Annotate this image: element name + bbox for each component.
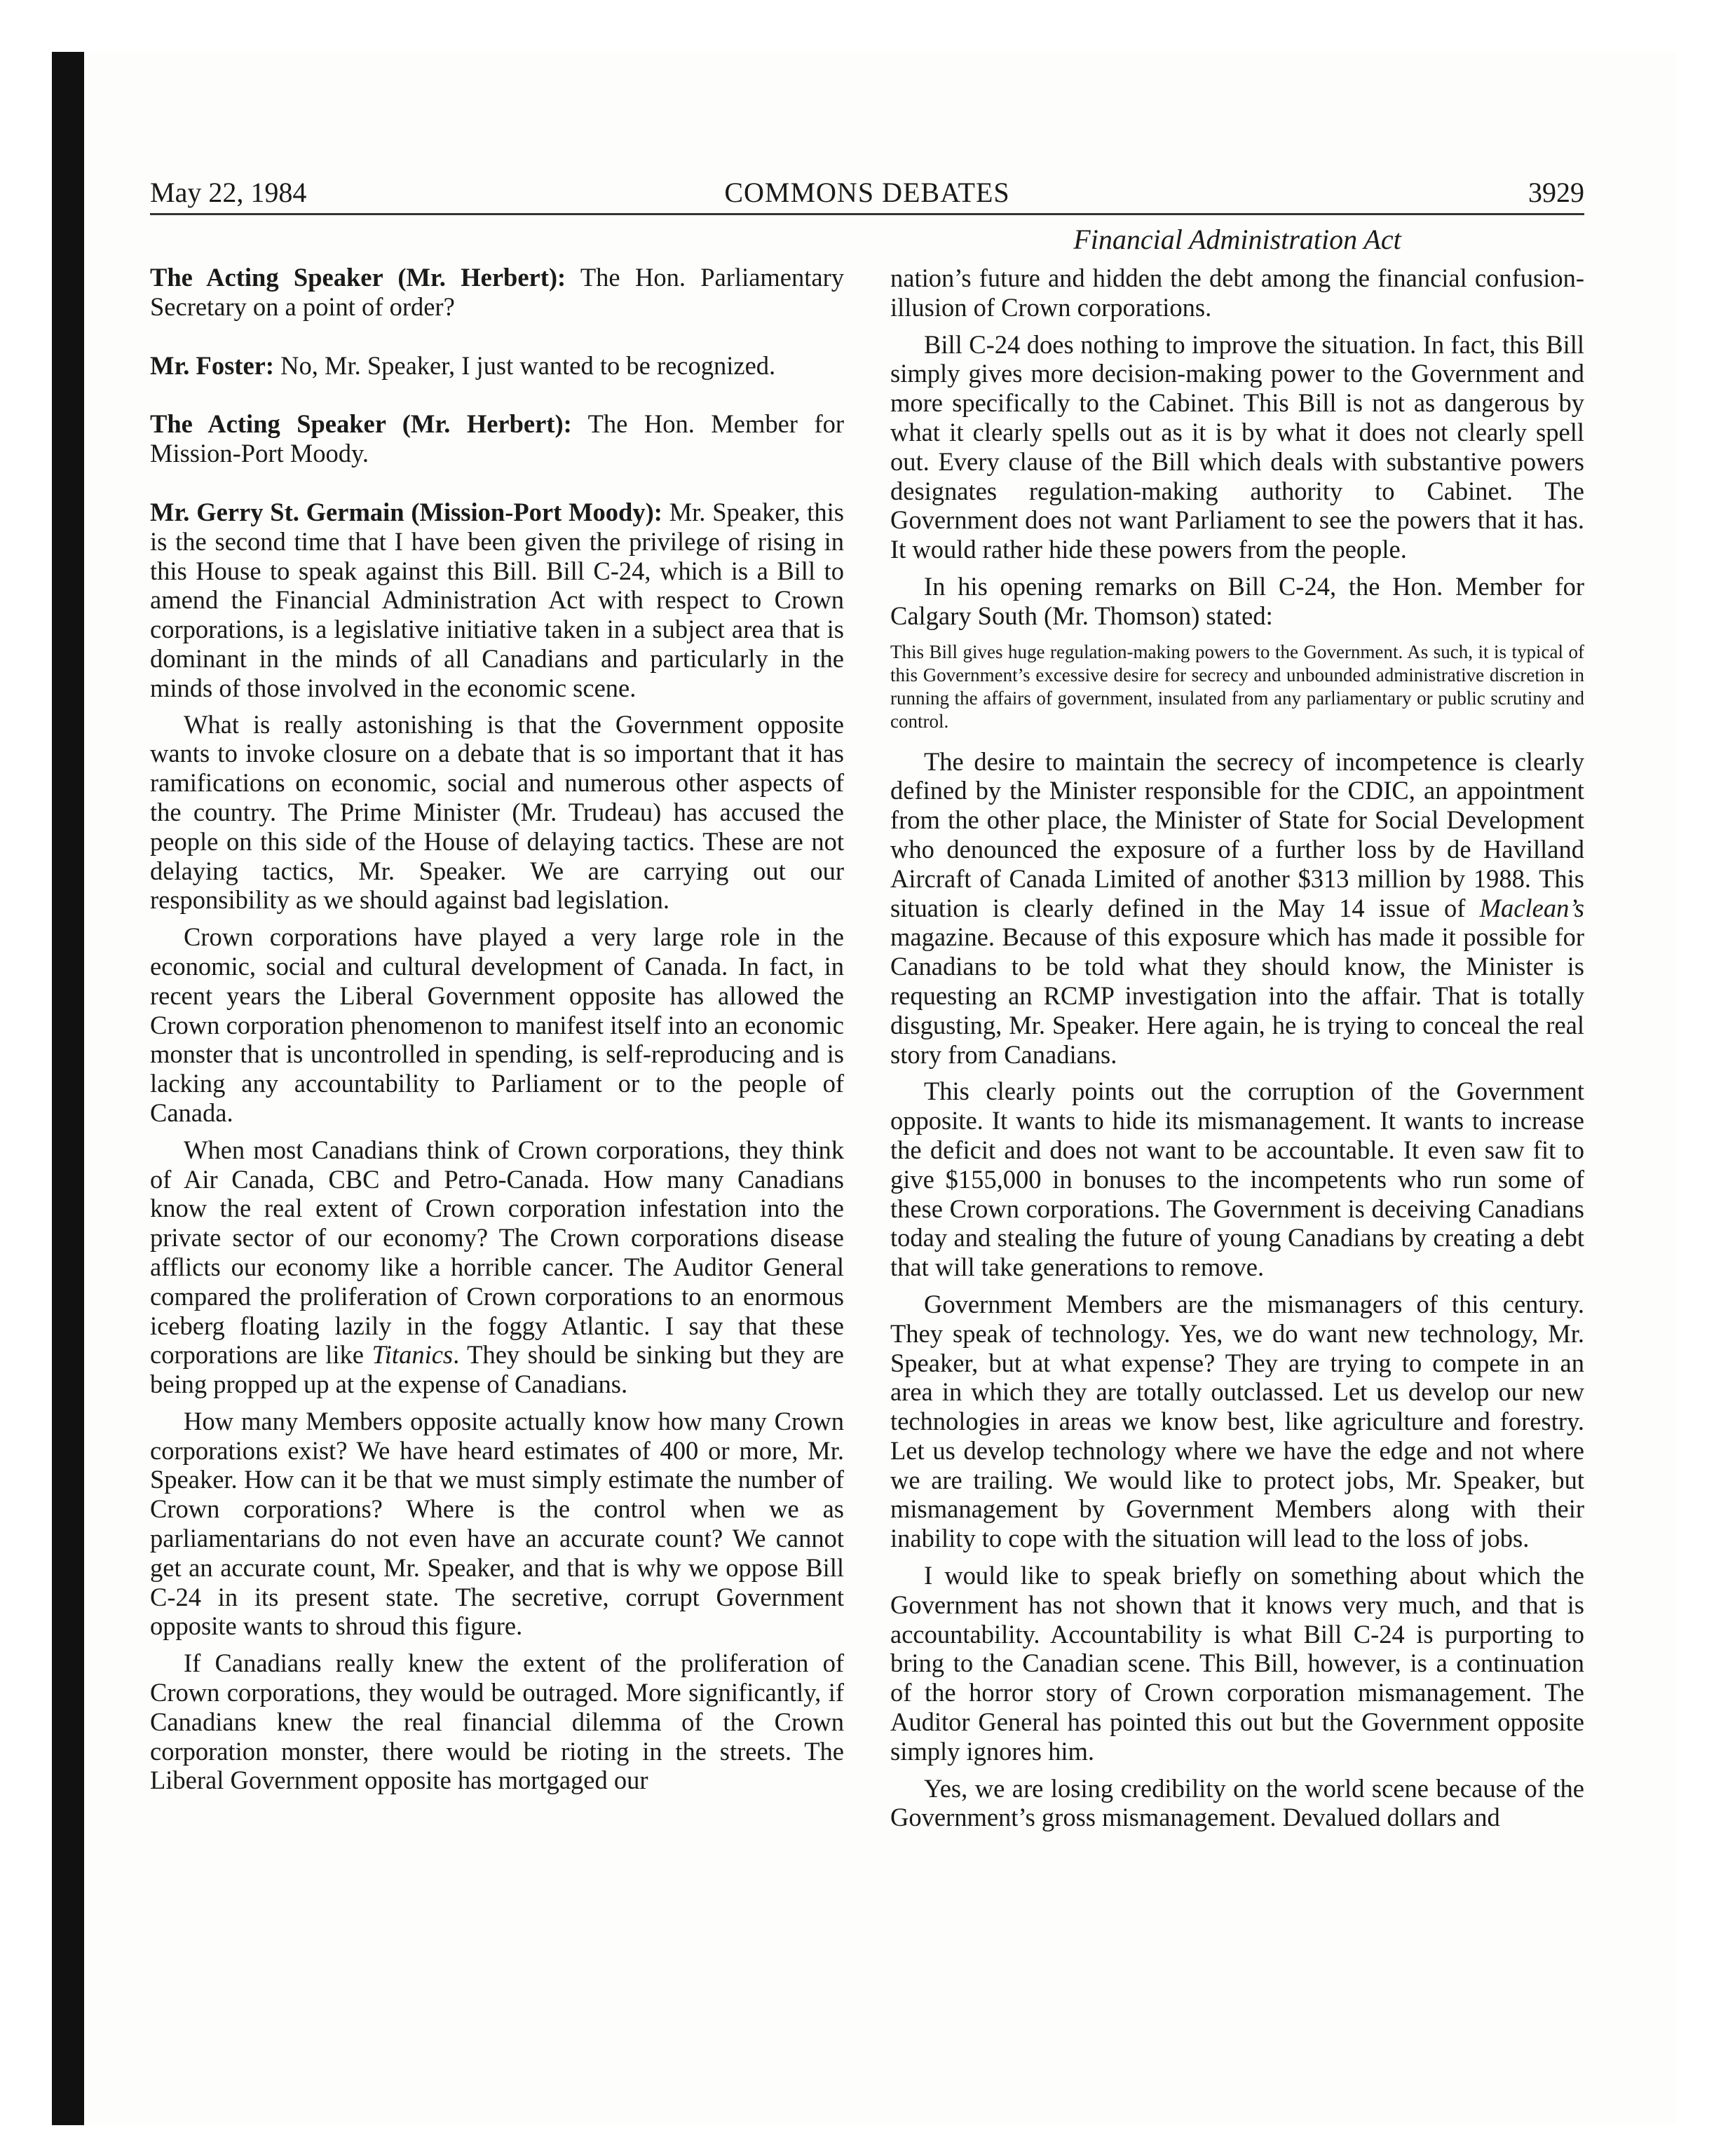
speaker-name: Mr. Gerry St. Germain (Mission-Port Moody):	[150, 497, 662, 526]
paragraph: This clearly points out the corruption of the Government opposite. It wants to hide its mismanagement. It wants to increase the deficit and does not want to be accountable. It even saw fit to give $155,000 in bonuses to the incompetents who run some of these Crown corporations. The Government is deceiving Canadians today and stealing the future of young Canadians by creating a debt that will take generations to remove.	[890, 1077, 1584, 1282]
paragraph: What is really astonishing is that the Government opposite wants to invoke closure on a debate that is so important that it has ramifications on economic, social and numerous other aspects of the country. The Prime Minister (Mr. Trudeau) has accused the people on this side of the House of delaying tactics. These are not delaying tactics, Mr. Speaker. We are carrying out our responsibility as we should against bad legislation.	[150, 709, 844, 915]
page-header	[150, 167, 1584, 215]
paragraph	[150, 1135, 844, 1399]
paragraph: Bill C-24 does nothing to improve the situation. In fact, this Bill simply gives more decision-making power to the Government and more specifically to the Cabinet. This Bill is not as dangerous by what it clearly spells out as it is by what it does not clearly spell out. Every clause of the Bill which deals with substantive powers designates regulation-making authority to Cabinet. The Government does not want Parliament to see the powers that it has. It would rather hide these powers from the people.	[890, 329, 1584, 564]
paragraph-text: The desire to maintain the secrecy of incompetence is clearly defined by the Minister responsible for the CDIC, an appointment from the other place, the Minister of State for Social Development who denounced the exposure of a further loss by de Havilland Aircraft of Canada Limited of another $313 million by 1988. This situation is clearly defined in the May 14 issue of	[890, 746, 1584, 922]
paragraph: If Canadians really knew the extent of the proliferation of Crown corporations, they would be outraged. More significantly, if Canadians knew the real financial dilemma of the Crown corporation monster, there would be rioting in the streets. The Liberal Government opposite has mortgaged our	[150, 1649, 844, 1795]
italic-title: Maclean’s	[1479, 893, 1584, 922]
paragraph	[150, 409, 844, 468]
paragraph-text: No, Mr. Speaker, I just wanted to be recognized.	[274, 350, 776, 380]
paragraph-text: The Hon. Member for Mission-Port Moody.	[150, 409, 844, 468]
header-page-number: 3929	[1528, 177, 1584, 208]
paragraph-text: When most Canadians think of Crown corporations, they think of Air Canada, CBC and Petro-Canada. How many Canadians know the real extent of Crown corporation infestation into the private sector of our economy? The Crown corporations disease afflicts our economy like a horrible cancer. The Auditor General compared the proliferation of Crown corporations to an enormous iceberg floating lazily in the foggy Atlantic. I say that these corporations are like	[150, 1135, 844, 1370]
paragraph: nation’s future and hidden the debt among the financial confusion-illusion of Crown corporations.	[890, 264, 1584, 322]
paragraph-text: magazine. Because of this exposure which has made it possible for Canadians to be told what they should know, the Minister is requesting an RCMP investigation into the affair. That is totally disgusting, Mr. Speaker. Here again, he is trying to conceal the real story from Canadians.	[890, 922, 1584, 1069]
section-title: Financial Administration Act	[1073, 224, 1401, 255]
block-quote: This Bill gives huge regulation-making powers to the Government. As such, it is typical of this Government’s excessive desire for secrecy and unbounded administrative discretion in running the affairs of government, insulated from any parliamentary or public scrutiny and control.	[890, 641, 1584, 732]
header-date: May 22, 1984	[150, 177, 307, 208]
paragraph	[150, 498, 844, 703]
right-column	[890, 264, 1584, 1840]
paragraph: Yes, we are losing credibility on the world scene because of the Government’s gross mismanagement. Devalued dollars and	[890, 1773, 1584, 1832]
speaker-name: The Acting Speaker (Mr. Herbert):	[150, 263, 566, 292]
speaker-name: The Acting Speaker (Mr. Herbert):	[150, 409, 572, 439]
paragraph	[150, 263, 844, 322]
paragraph: Crown corporations have played a very large role in the economic, social and cultural development of Canada. In fact, in recent years the Liberal Government opposite has allowed the Crown corporation phenomenon to manifest itself into an economic monster that is uncontrolled in spending, is self-reproducing and is lacking any accountability to Parliament or to the people of Canada.	[150, 922, 844, 1127]
paragraph	[890, 747, 1584, 1070]
paragraph-text: The Hon. Parliamentary Secretary on a point of order?	[150, 263, 844, 321]
paragraph: In his opening remarks on Bill C-24, the Hon. Member for Calgary South (Mr. Thomson) stated:	[890, 571, 1584, 630]
italic-title: Titanics	[372, 1340, 454, 1370]
paragraph-text: . They should be sinking but they are being propped up at the expense of Canadians.	[150, 1340, 845, 1399]
scan-edge	[52, 52, 84, 2125]
speaker-name: Mr. Foster:	[150, 350, 275, 380]
header-title: COMMONS DEBATES	[724, 177, 1010, 208]
left-column	[150, 263, 844, 1803]
paragraph: Government Members are the mismanagers of this century. They speak of technology. Yes, we do want new technology, Mr. Speaker, but at what expense? They are trying to compete in an area in which they are totally outclassed. Let us develop our new technologies in areas we know best, like agriculture and forestry. Let us develop technology where we have the edge and not where we are trailing. We would like to protect jobs, Mr. Speaker, but mismanagement by Government Members along with their inability to cope with the situation will lead to the loss of jobs.	[890, 1289, 1584, 1553]
paragraph	[150, 351, 844, 381]
paragraph: How many Members opposite actually know how many Crown corporations exist? We have heard estimates of 400 or more, Mr. Speaker. How can it be that we must simply estimate the number of Crown corporations? Where is the control when we as parliamentarians do not even have an accurate count? We cannot get an accurate count, Mr. Speaker, and that is why we oppose Bill C-24 in its present state. The secretive, corrupt Government opposite wants to shroud this figure.	[150, 1406, 844, 1641]
paragraph: I would like to speak briefly on something about which the Government has not shown that it knows very much, and that is accountability. Accountability is what Bill C-24 is purporting to bring to the Canadian scene. This Bill, however, is a continuation of the horror story of Crown corporation mismanagement. The Auditor General has pointed this out but the Government opposite simply ignores him.	[890, 1561, 1584, 1766]
paragraph-text: Mr. Speaker, this is the second time that I have been given the privilege of rising in this House to speak against this Bill. Bill C-24, which is a Bill to amend the Financial Administration Act with respect to Crown corporations, is a legislative initiative taken in a subject area that is dominant in the minds of all Canadians and particularly in the minds of those involved in the economic scene.	[150, 497, 844, 702]
